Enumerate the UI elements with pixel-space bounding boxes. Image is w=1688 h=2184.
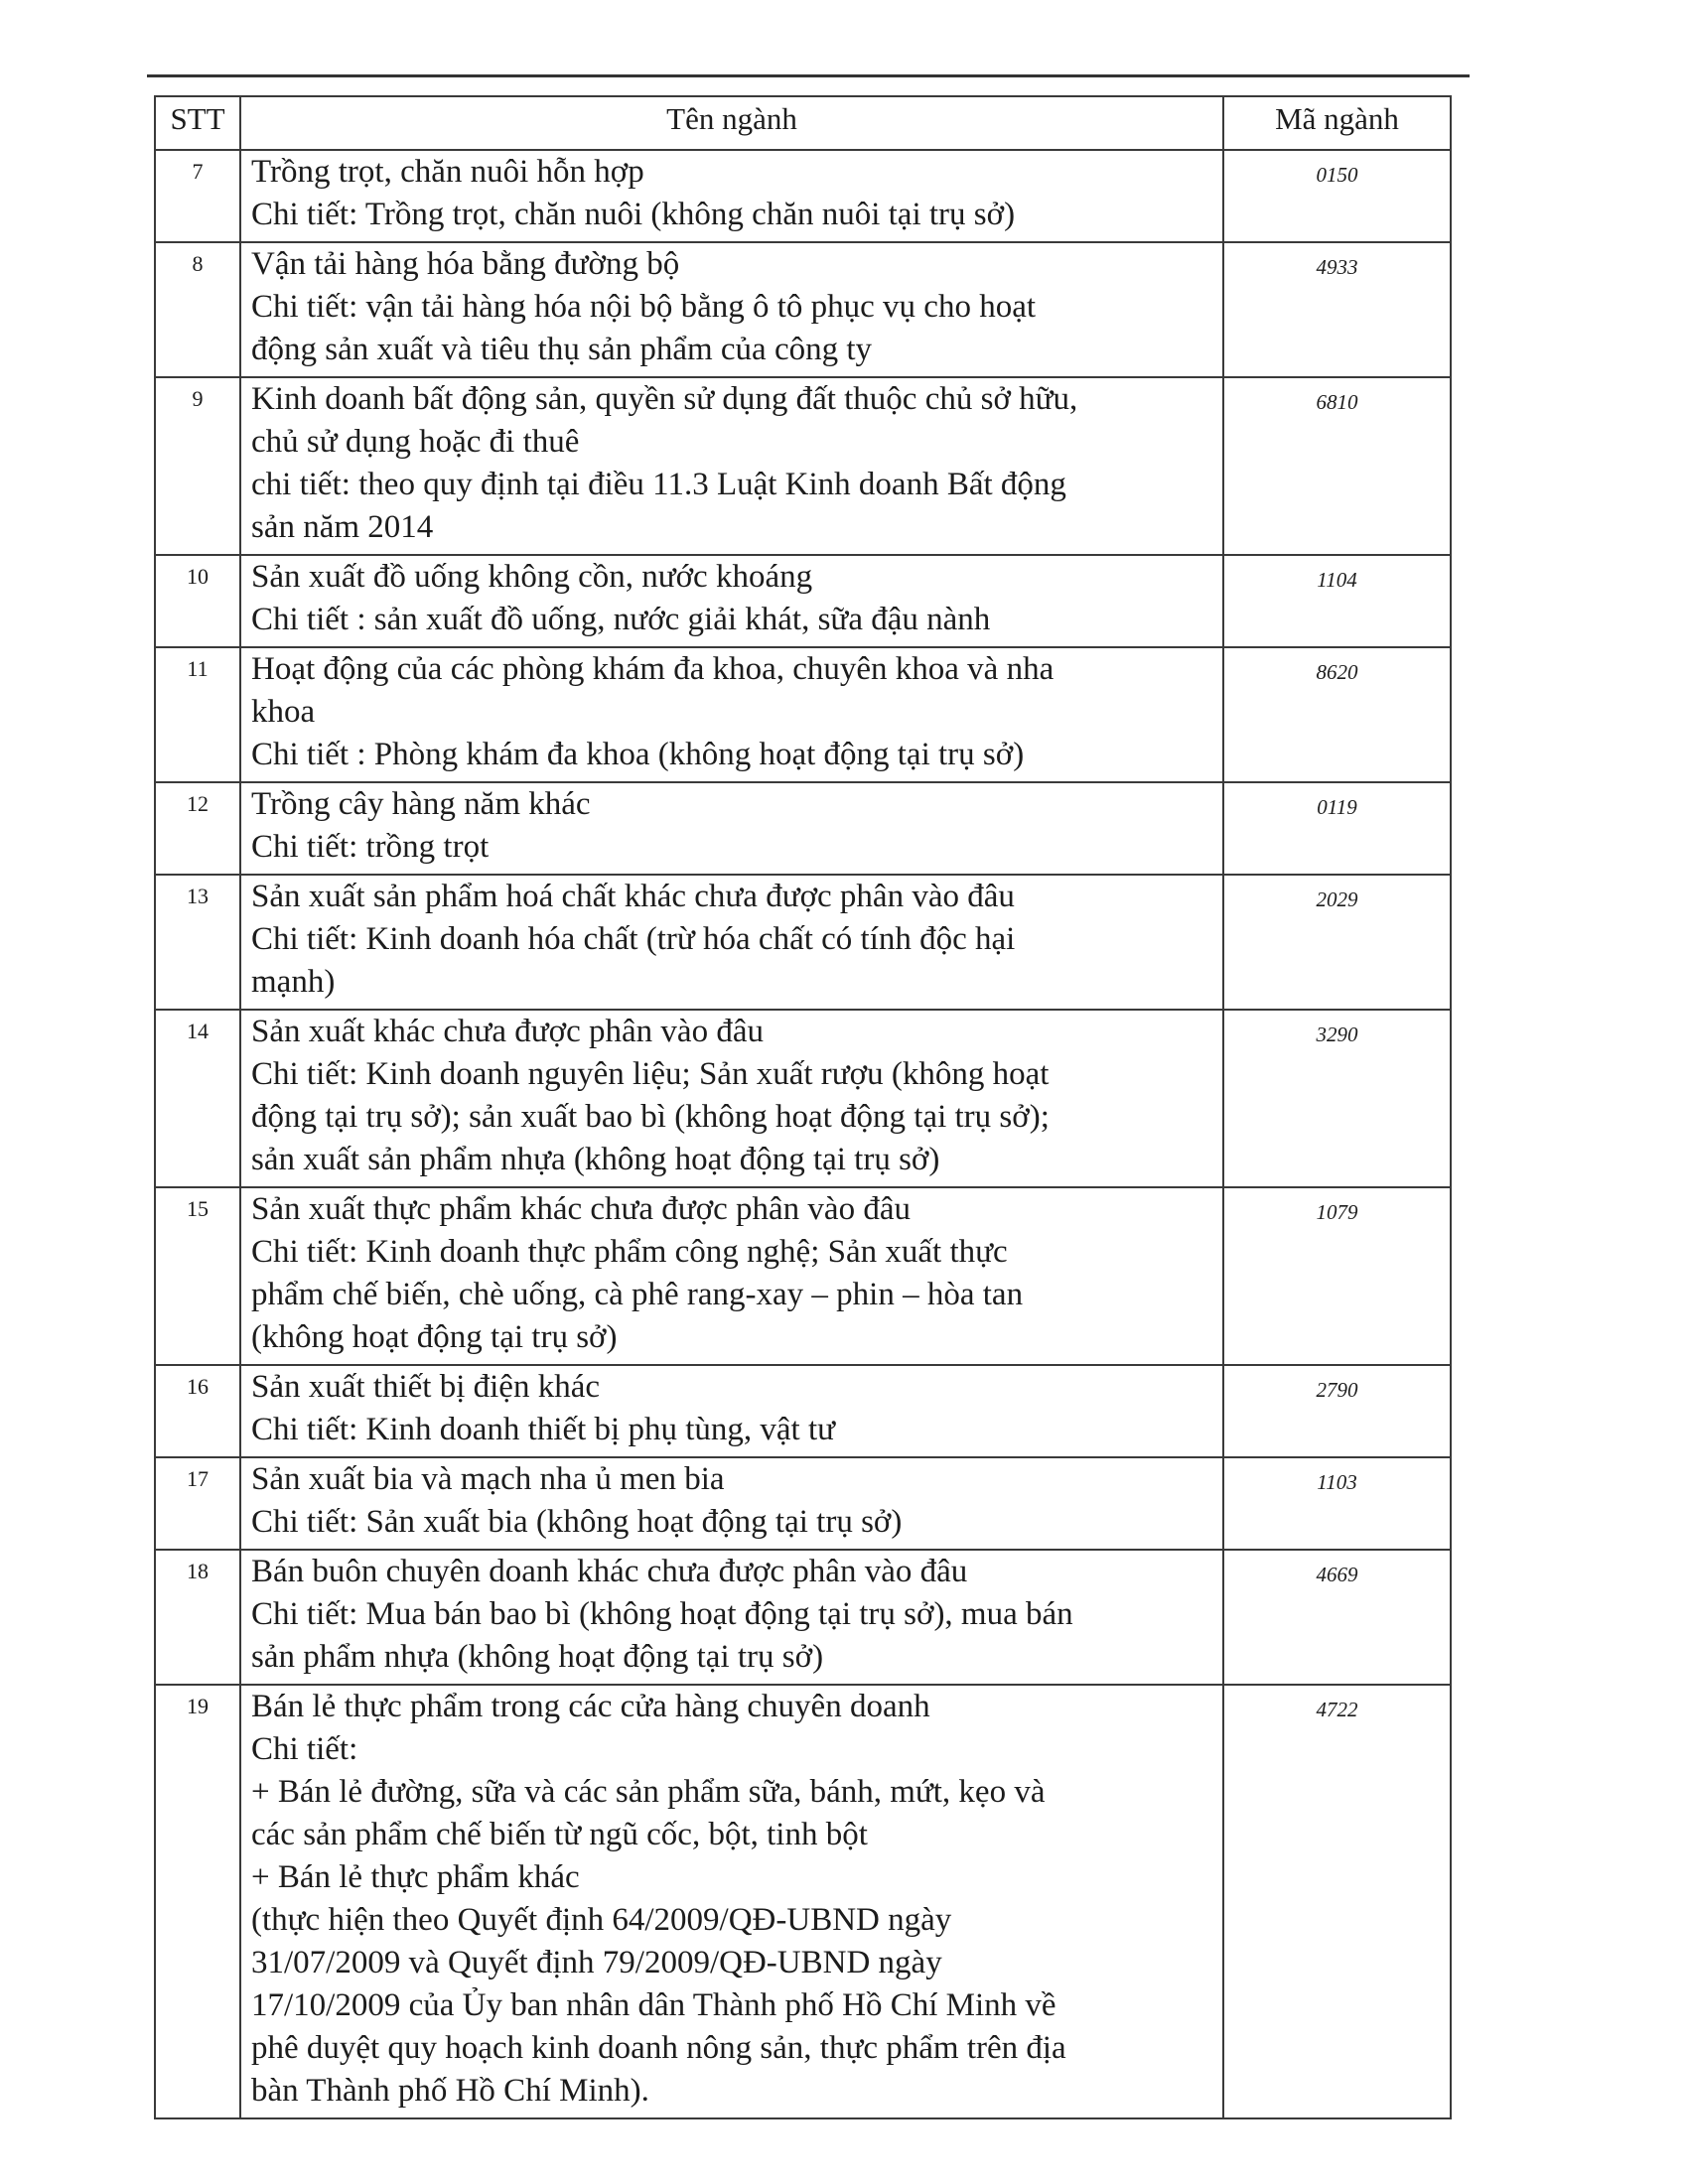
header-code: Mã ngành (1223, 96, 1451, 150)
row-stt: 10 (155, 555, 240, 647)
row-name (240, 555, 1223, 647)
row-name-line: 31/07/2009 và Quyết định 79/2009/QĐ-UBND ngày (251, 1945, 942, 1980)
row-name (240, 1187, 1223, 1365)
row-name-line: chi tiết: theo quy định tại điều 11.3 Luật Kinh doanh Bất động (251, 467, 1066, 502)
table-row (155, 875, 1451, 1010)
row-name-line: mạnh) (251, 964, 336, 1000)
row-name (240, 875, 1223, 1010)
row-name-line: Sản xuất thực phẩm khác chưa được phân vào đâu (251, 1191, 911, 1227)
row-code: 4669 (1223, 1550, 1451, 1685)
row-stt: 7 (155, 150, 240, 242)
row-name-line: Hoạt động của các phòng khám đa khoa, chuyên khoa và nha (251, 651, 1055, 687)
row-code: 6810 (1223, 377, 1451, 555)
row-name-line: Chi tiết : Phòng khám đa khoa (không hoạt động tại trụ sở) (251, 737, 1025, 772)
row-name-line: Sản xuất khác chưa được phân vào đâu (251, 1014, 764, 1049)
row-name-line: sản xuất sản phẩm nhựa (không hoạt động tại trụ sở) (251, 1142, 940, 1177)
table-row (155, 647, 1451, 782)
row-code: 2790 (1223, 1365, 1451, 1457)
row-name-line: Chi tiết: Sản xuất bia (không hoạt động tại trụ sở) (251, 1504, 903, 1540)
table-row (155, 1365, 1451, 1457)
row-name-line: khoa (251, 694, 316, 730)
row-name-line: Chi tiết: Kinh doanh thực phẩm công nghệ; Sản xuất thực (251, 1234, 1008, 1270)
row-name-line: chủ sử dụng hoặc đi thuê (251, 424, 580, 460)
row-name-line: Trồng trọt, chăn nuôi hỗn hợp (251, 154, 644, 190)
row-name (240, 647, 1223, 782)
row-stt: 12 (155, 782, 240, 875)
row-name-line: Chi tiết: Trồng trọt, chăn nuôi (không chăn nuôi tại trụ sở) (251, 197, 1016, 232)
row-name-line: các sản phẩm chế biến từ ngũ cốc, bột, tinh bột (251, 1817, 868, 1852)
table-row (155, 782, 1451, 875)
row-code: 0119 (1223, 782, 1451, 875)
row-stt: 11 (155, 647, 240, 782)
industry-table (154, 95, 1452, 2119)
table-row (155, 555, 1451, 647)
row-name (240, 377, 1223, 555)
table-row (155, 1010, 1451, 1187)
table-row (155, 242, 1451, 377)
row-name-line: Kinh doanh bất động sản, quyền sử dụng đất thuộc chủ sở hữu, (251, 381, 1078, 417)
row-name-line: Chi tiết: vận tải hàng hóa nội bộ bằng ô tô phục vụ cho hoạt (251, 289, 1037, 325)
row-name-line: sản năm 2014 (251, 509, 434, 545)
row-name-line: phẩm chế biến, chè uống, cà phê rang-xay – phin – hòa tan (251, 1277, 1024, 1312)
row-name-line: + Bán lẻ thực phẩm khác (251, 1859, 580, 1895)
row-stt: 18 (155, 1550, 240, 1685)
header-name: Tên ngành (240, 96, 1223, 150)
row-name (240, 1457, 1223, 1550)
header-stt: STT (155, 96, 240, 150)
row-name-line: phê duyệt quy hoạch kinh doanh nông sản, thực phẩm trên địa (251, 2030, 1066, 2066)
row-name-line: bàn Thành phố Hồ Chí Minh). (251, 2073, 649, 2109)
row-name (240, 1550, 1223, 1685)
row-name-line: Chi tiết: Kinh doanh nguyên liệu; Sản xuất rượu (không hoạt (251, 1056, 1050, 1092)
row-name-line: + Bán lẻ đường, sữa và các sản phẩm sữa, bánh, mứt, kẹo và (251, 1774, 1046, 1810)
table-row (155, 1457, 1451, 1550)
row-name-line: Sản xuất sản phẩm hoá chất khác chưa được phân vào đâu (251, 879, 1015, 914)
row-name-line: 17/10/2009 của Ủy ban nhân dân Thành phố Hồ Chí Minh về (251, 1987, 1056, 2023)
row-name-line: Sản xuất đồ uống không cồn, nước khoáng (251, 559, 813, 595)
table-row (155, 1187, 1451, 1365)
row-code: 8620 (1223, 647, 1451, 782)
row-code: 1104 (1223, 555, 1451, 647)
row-stt: 19 (155, 1685, 240, 2118)
row-name-line: Sản xuất bia và mạch nha ủ men bia (251, 1461, 725, 1497)
top-rule (147, 74, 1470, 77)
row-stt: 15 (155, 1187, 240, 1365)
table-row (155, 1685, 1451, 2118)
row-name-line: Chi tiết: Mua bán bao bì (không hoạt động tại trụ sở), mua bán (251, 1596, 1073, 1632)
row-name (240, 150, 1223, 242)
row-name-line: (thực hiện theo Quyết định 64/2009/QĐ-UBND ngày (251, 1902, 952, 1938)
row-code: 0150 (1223, 150, 1451, 242)
row-name-line: Sản xuất thiết bị điện khác (251, 1369, 600, 1405)
row-code: 2029 (1223, 875, 1451, 1010)
row-code: 1103 (1223, 1457, 1451, 1550)
row-stt: 9 (155, 377, 240, 555)
row-stt: 14 (155, 1010, 240, 1187)
row-name (240, 1365, 1223, 1457)
row-stt: 13 (155, 875, 240, 1010)
row-name-line: Bán lẻ thực phẩm trong các cửa hàng chuyên doanh (251, 1689, 930, 1724)
row-name-line: Chi tiết : sản xuất đồ uống, nước giải khát, sữa đậu nành (251, 602, 991, 637)
row-code: 4933 (1223, 242, 1451, 377)
row-code: 4722 (1223, 1685, 1451, 2118)
row-name-line: Chi tiết: Kinh doanh thiết bị phụ tùng, vật tư (251, 1412, 836, 1447)
row-name-line: Chi tiết: (251, 1731, 358, 1767)
row-name-line: sản phẩm nhựa (không hoạt động tại trụ sở) (251, 1639, 824, 1675)
row-stt: 8 (155, 242, 240, 377)
row-stt: 16 (155, 1365, 240, 1457)
row-name-line: (không hoạt động tại trụ sở) (251, 1319, 618, 1355)
row-name-line: Bán buôn chuyên doanh khác chưa được phân vào đâu (251, 1554, 968, 1589)
row-name-line: động sản xuất và tiêu thụ sản phẩm của công ty (251, 332, 873, 367)
row-name-line: Chi tiết: Kinh doanh hóa chất (trừ hóa chất có tính độc hại (251, 921, 1016, 957)
row-name-line: Chi tiết: trồng trọt (251, 829, 490, 865)
row-name-line: động tại trụ sở); sản xuất bao bì (không hoạt động tại trụ sở); (251, 1099, 1050, 1135)
row-code: 1079 (1223, 1187, 1451, 1365)
row-name-line: Trồng cây hàng năm khác (251, 786, 591, 822)
table-row (155, 1550, 1451, 1685)
table-row (155, 377, 1451, 555)
table-header-row (155, 96, 1451, 150)
row-code: 3290 (1223, 1010, 1451, 1187)
row-name (240, 1010, 1223, 1187)
table-row (155, 150, 1451, 242)
row-name (240, 242, 1223, 377)
row-name (240, 1685, 1223, 2118)
row-stt: 17 (155, 1457, 240, 1550)
table-body (155, 150, 1451, 2118)
row-name (240, 782, 1223, 875)
row-name-line: Vận tải hàng hóa bằng đường bộ (251, 246, 680, 282)
